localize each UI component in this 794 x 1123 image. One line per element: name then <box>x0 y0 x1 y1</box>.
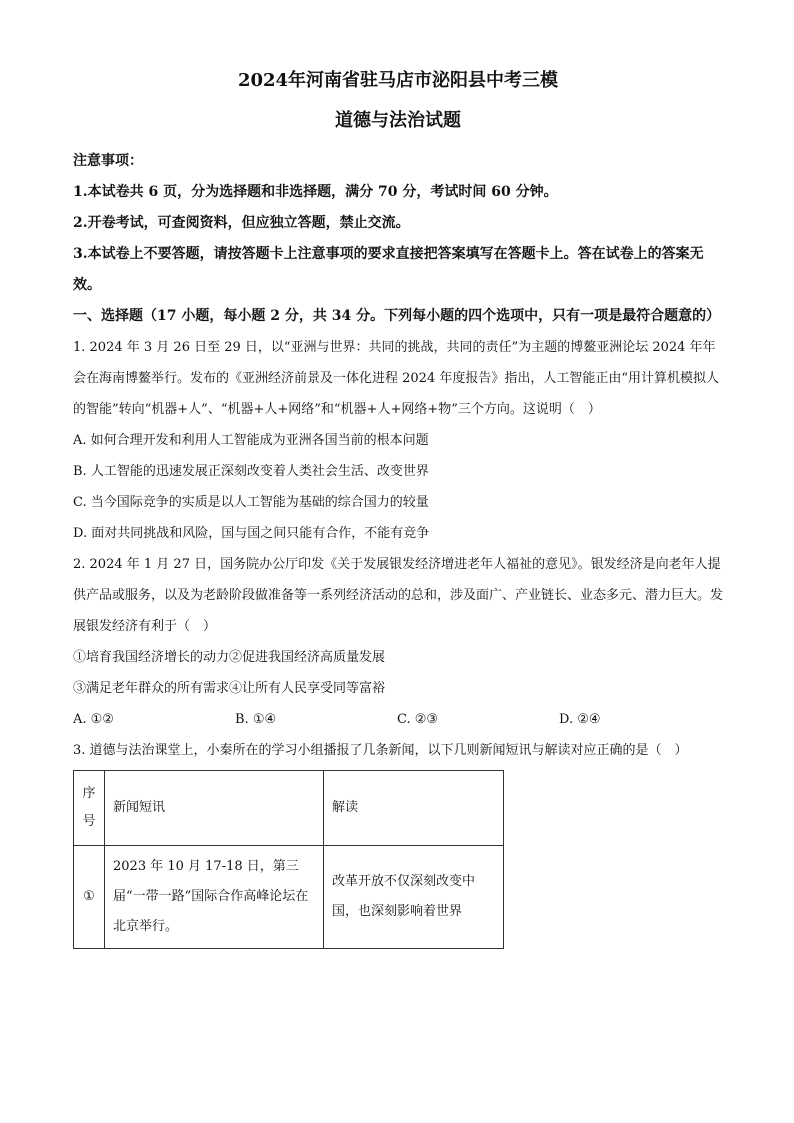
table-header-row <box>74 771 504 846</box>
exam-subject-title: 道德与法治试题 <box>335 110 461 131</box>
notice-item: 3.本试卷上不要答题，请按答题卡上注意事项的要求直接把答案填写在答题卡上。答在试卷上的答案无效。 <box>73 246 704 293</box>
question-stem: 1. 2024 年 3 月 26 日至 29 日，以“亚洲与世界：共同的挑战，共同的责任”为主题的博鳌亚洲论坛 2024 年年会在海南博鳌举行。发布的《亚洲经济前景及一体化进程 2024 年度报告》指出，人工智能正由“用计算机模拟人的智能”转向“机器+人”、“机器+人+网络”和“机器+人+网络+物”三个方向。这说明（ ） <box>73 340 719 417</box>
table-header-cell: 序号 <box>74 771 105 846</box>
question-stem: 3. 道德与法治课堂上，小秦所在的学习小组播报了几条新闻，以下几则新闻短讯与解读对应正确的是（ ） <box>73 743 688 758</box>
question-3 <box>73 735 723 949</box>
table-cell: 改革开放不仅深刻改变中国，也深刻影响着世界 <box>324 846 504 949</box>
option-c: C. 当今国际竞争的实质是以人工智能为基础的综合国力的较量 <box>73 495 429 510</box>
table-row <box>74 846 504 949</box>
news-table <box>73 770 504 949</box>
exam-title: 2024年河南省驻马店市泌阳县中考三模 <box>237 70 559 91</box>
exam-page <box>73 62 723 949</box>
option-c: C. ②③ <box>397 712 439 727</box>
option-d: D. 面对共同挑战和风险，国与国之间只能有合作，不能有竞争 <box>73 526 430 541</box>
notice-heading: 注意事项： <box>73 153 143 169</box>
statement-line: ③满足老年群众的所有需求④让所有人民享受同等富裕 <box>73 681 386 696</box>
option-a: A. 如何合理开发和利用人工智能成为亚洲各国当前的根本问题 <box>73 433 429 448</box>
section-heading: 一、选择题（17 小题，每小题 2 分，共 34 分。下列每小题的四个选项中，只有一项是最符合题意的） <box>73 308 721 324</box>
notice-item: 2.开卷考试，可查阅资料，但应独立答题，禁止交流。 <box>73 215 410 231</box>
question-1 <box>73 332 723 549</box>
table-header-cell: 新闻短讯 <box>105 771 324 846</box>
statement-line: ①培育我国经济增长的动力②促进我国经济高质量发展 <box>73 650 386 665</box>
question-stem: 2. 2024 年 1 月 27 日，国务院办公厅印发《关于发展银发经济增进老年人福祉的意见》。银发经济是向老年人提供产品或服务，以及为老龄阶段做准备等一系列经济活动的总和，涉及面广、产业链长、业态多元、潜力巨大。发展银发经济有利于（ ） <box>73 557 724 634</box>
table-cell: 2023 年 10 月 17-18 日，第三届“一带一路”国际合作高峰论坛在北京举行。 <box>105 846 324 949</box>
option-a: A. ①② <box>73 712 114 727</box>
table-header-cell: 解读 <box>324 771 504 846</box>
option-b: B. 人工智能的迅速发展正深刻改变着人类社会生活、改变世界 <box>73 464 429 479</box>
option-b: B. ①④ <box>235 712 277 727</box>
notice-item: 1.本试卷共 6 页，分为选择题和非选择题，满分 70 分，考试时间 60 分钟。 <box>73 184 558 200</box>
option-d: D. ②④ <box>559 712 601 727</box>
table-cell: ① <box>74 846 105 949</box>
options-row <box>73 704 723 735</box>
question-2 <box>73 549 723 735</box>
